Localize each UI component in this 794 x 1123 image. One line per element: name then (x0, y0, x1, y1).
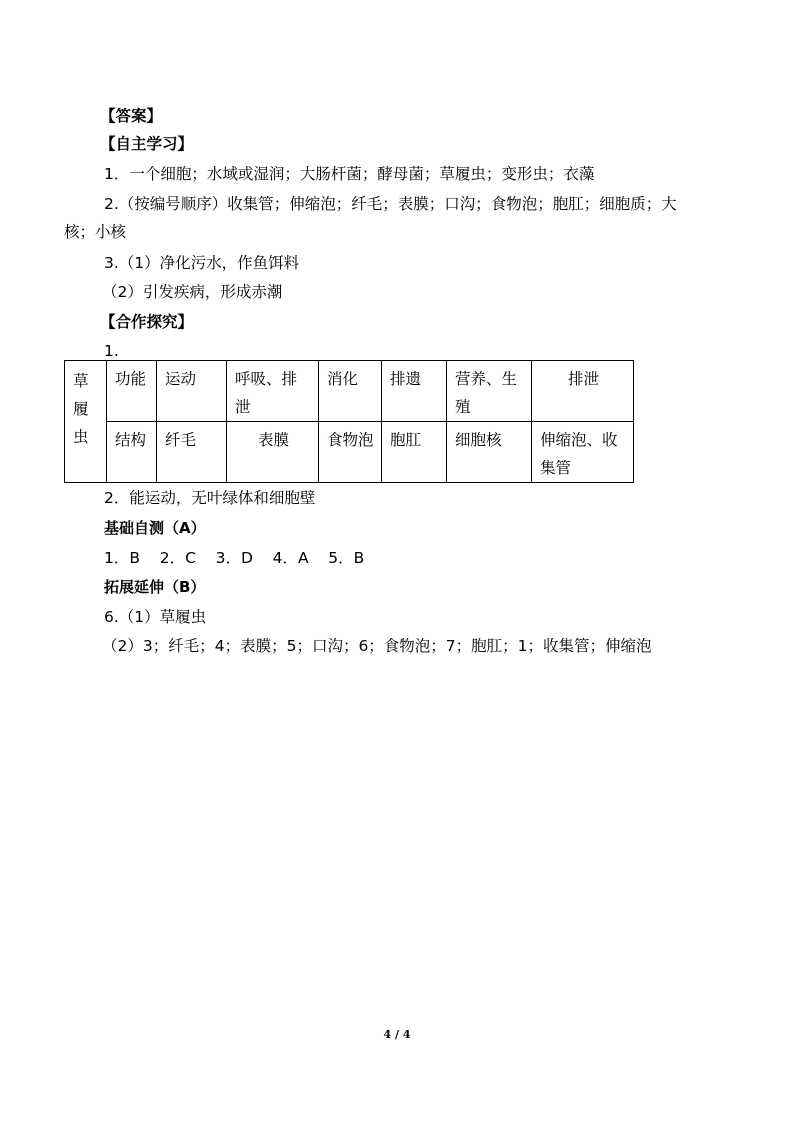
table-cell: 纤毛 (157, 422, 227, 483)
self-study-heading: 【自主学习】 (100, 135, 194, 153)
table-cell: 排泄 (532, 361, 634, 422)
basic-test-heading: 基础自测（A） (104, 519, 206, 537)
paramecium-table (64, 360, 634, 483)
self-study-q2-line2: 核；小核 (64, 223, 127, 241)
table-cell: 表膜 (227, 422, 319, 483)
table-row-label: 结构 (107, 422, 157, 483)
table-cell: 食物泡 (319, 422, 382, 483)
self-study-q3-2: （2）引发疾病，形成赤潮 (102, 283, 283, 301)
page-number: 4 / 4 (383, 1028, 411, 1041)
table-row-structure (65, 422, 634, 483)
extension-heading: 拓展延伸（B） (104, 578, 206, 596)
extension-q6-1: 6.（1）草履虫 (104, 608, 207, 626)
self-study-q3-1: 3.（1）净化污水，作鱼饵料 (104, 254, 300, 272)
answer-heading: 【答案】 (100, 107, 163, 125)
table-row-function (65, 361, 634, 422)
table-subject-cell (65, 361, 107, 483)
table-cell: 排遗 (382, 361, 447, 422)
cooperative-heading: 【合作探究】 (100, 313, 194, 331)
basic-test-answers: 1．B 2．C 3．D 4．A 5．B (104, 549, 365, 567)
self-study-q2-line1: 2.（按编号顺序）收集管；伸缩泡；纤毛；表膜；口沟；食物泡；胞肛；细胞质；大 (104, 195, 677, 213)
table-cell: 细胞核 (447, 422, 532, 483)
table-row-label: 功能 (107, 361, 157, 422)
extension-q6-2: （2）3；纤毛；4；表膜；5；口沟；6；食物泡；7；胞肛；1；收集管；伸缩泡 (102, 637, 652, 655)
cooperative-q2: 2．能运动，无叶绿体和细胞壁 (104, 489, 316, 507)
table-cell: 营养、生殖 (447, 361, 532, 422)
table-cell: 呼吸、排泄 (227, 361, 319, 422)
self-study-q1: 1．一个细胞；水域或湿润；大肠杆菌；酵母菌；草履虫；变形虫；衣藻 (104, 165, 595, 183)
cooperative-q1: 1. (104, 342, 119, 360)
table-subject: 草履虫 (73, 372, 89, 446)
table-cell: 胞肛 (382, 422, 447, 483)
table-cell: 伸缩泡、收集管 (532, 422, 634, 483)
table-cell: 运动 (157, 361, 227, 422)
table-cell: 消化 (319, 361, 382, 422)
